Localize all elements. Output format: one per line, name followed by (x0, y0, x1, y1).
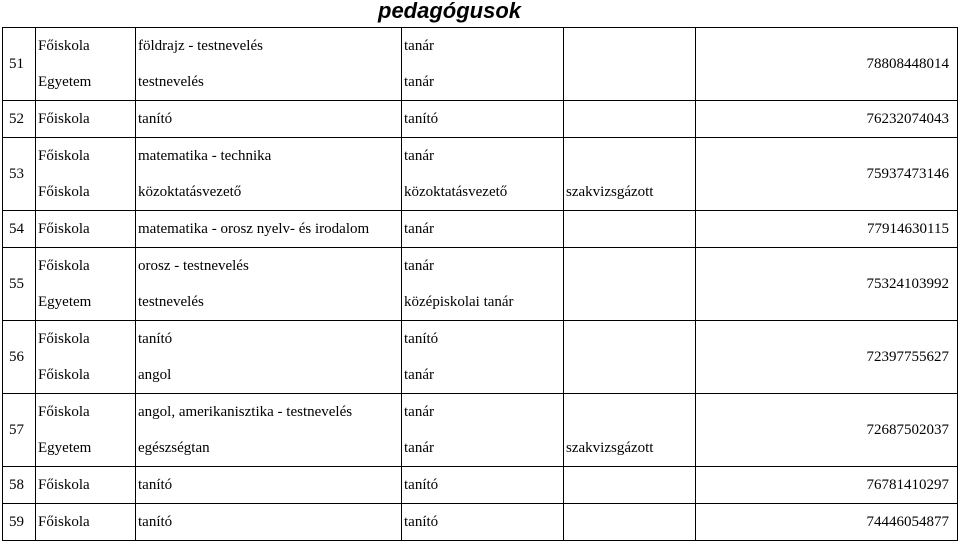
table-row (3, 101, 958, 138)
cell-note (564, 101, 696, 138)
school-text: Egyetem (38, 294, 92, 310)
table-row (3, 248, 958, 321)
note-text (566, 284, 693, 320)
subject-text: angol, amerikanisztika - testnevelés (138, 404, 353, 420)
phone-number: 72397755627 (696, 321, 958, 394)
cell-role (402, 138, 564, 211)
phone-number: 72687502037 (696, 394, 958, 467)
school-text: Főiskola (38, 184, 90, 200)
subject-text: testnevelés (138, 74, 204, 90)
row-number: 58 (3, 467, 36, 504)
cell-school (36, 211, 136, 248)
teachers-table (2, 27, 958, 541)
cell-school (36, 467, 136, 504)
cell-school (36, 394, 136, 467)
cell-subject (136, 467, 402, 504)
table-row (3, 138, 958, 211)
school-text: Főiskola (38, 514, 90, 530)
subject-text: matematika - technika (138, 148, 272, 164)
table-row (3, 211, 958, 248)
role-text: tanár (404, 440, 434, 456)
row-number: 54 (3, 211, 36, 248)
note-text (566, 64, 693, 100)
note-text (566, 211, 693, 247)
cell-school (36, 28, 136, 101)
cell-note (564, 321, 696, 394)
subject-text: tanító (138, 514, 173, 530)
cell-school (36, 321, 136, 394)
cell-note (564, 248, 696, 321)
note-text (566, 504, 693, 540)
school-text: Főiskola (38, 331, 90, 347)
cell-role (402, 248, 564, 321)
phone-number: 78808448014 (696, 28, 958, 101)
role-text: tanár (404, 404, 434, 420)
cell-subject (136, 394, 402, 467)
school-text: Főiskola (38, 221, 90, 237)
school-text: Főiskola (38, 148, 90, 164)
row-number: 56 (3, 321, 36, 394)
row-number: 53 (3, 138, 36, 211)
role-text: tanár (404, 74, 434, 90)
cell-note (564, 138, 696, 211)
phone-number: 74446054877 (696, 504, 958, 541)
cell-subject (136, 248, 402, 321)
page-title: pedagógusok (378, 0, 522, 23)
cell-school (36, 138, 136, 211)
table-row (3, 28, 958, 101)
note-text (566, 467, 693, 503)
subject-text: tanító (138, 111, 173, 127)
row-number: 51 (3, 28, 36, 101)
role-text: tanár (404, 221, 434, 237)
role-text: tanító (404, 111, 439, 127)
cell-note (564, 211, 696, 248)
note-text (566, 28, 693, 64)
cell-subject (136, 321, 402, 394)
note-text (566, 321, 693, 357)
school-text: Főiskola (38, 477, 90, 493)
phone-number: 75937473146 (696, 138, 958, 211)
cell-role (402, 321, 564, 394)
note-text (566, 394, 693, 430)
cell-role (402, 101, 564, 138)
cell-role (402, 394, 564, 467)
phone-number: 77914630115 (696, 211, 958, 248)
subject-text: tanító (138, 477, 173, 493)
note-text: szakvizsgázott (566, 440, 654, 456)
cell-note (564, 467, 696, 504)
subject-text: tanító (138, 331, 173, 347)
subject-text: egészségtan (138, 440, 210, 456)
cell-note (564, 28, 696, 101)
cell-note (564, 394, 696, 467)
row-number: 59 (3, 504, 36, 541)
school-text: Egyetem (38, 74, 92, 90)
row-number: 57 (3, 394, 36, 467)
cell-subject (136, 101, 402, 138)
role-text: középiskolai tanár (404, 294, 514, 310)
cell-role (402, 467, 564, 504)
role-text: tanár (404, 258, 434, 274)
cell-subject (136, 28, 402, 101)
school-text: Egyetem (38, 440, 92, 456)
school-text: Főiskola (38, 404, 90, 420)
cell-subject (136, 211, 402, 248)
subject-text: földrajz - testnevelés (138, 38, 263, 54)
cell-subject (136, 138, 402, 211)
phone-number: 75324103992 (696, 248, 958, 321)
note-text (566, 248, 693, 284)
table-row (3, 394, 958, 467)
cell-school (36, 248, 136, 321)
role-text: tanár (404, 38, 434, 54)
note-text: szakvizsgázott (566, 184, 654, 200)
role-text: tanító (404, 331, 439, 347)
note-text (566, 101, 693, 137)
note-text (566, 138, 693, 174)
role-text: tanár (404, 148, 434, 164)
row-number: 52 (3, 101, 36, 138)
subject-text: matematika - orosz nyelv- és irodalom (138, 221, 370, 237)
role-text: tanár (404, 367, 434, 383)
table-row (3, 467, 958, 504)
cell-school (36, 101, 136, 138)
note-text (566, 357, 693, 393)
school-text: Főiskola (38, 258, 90, 274)
role-text: tanító (404, 514, 439, 530)
school-text: Főiskola (38, 38, 90, 54)
cell-note (564, 504, 696, 541)
cell-role (402, 504, 564, 541)
phone-number: 76232074043 (696, 101, 958, 138)
subject-text: testnevelés (138, 294, 204, 310)
role-text: közoktatásvezető (404, 184, 508, 200)
subject-text: angol (138, 367, 172, 383)
school-text: Főiskola (38, 367, 90, 383)
table-row (3, 504, 958, 541)
cell-school (36, 504, 136, 541)
cell-role (402, 211, 564, 248)
row-number: 55 (3, 248, 36, 321)
cell-role (402, 28, 564, 101)
subject-text: közoktatásvezető (138, 184, 242, 200)
table-row (3, 321, 958, 394)
school-text: Főiskola (38, 111, 90, 127)
phone-number: 76781410297 (696, 467, 958, 504)
subject-text: orosz - testnevelés (138, 258, 249, 274)
cell-subject (136, 504, 402, 541)
role-text: tanító (404, 477, 439, 493)
